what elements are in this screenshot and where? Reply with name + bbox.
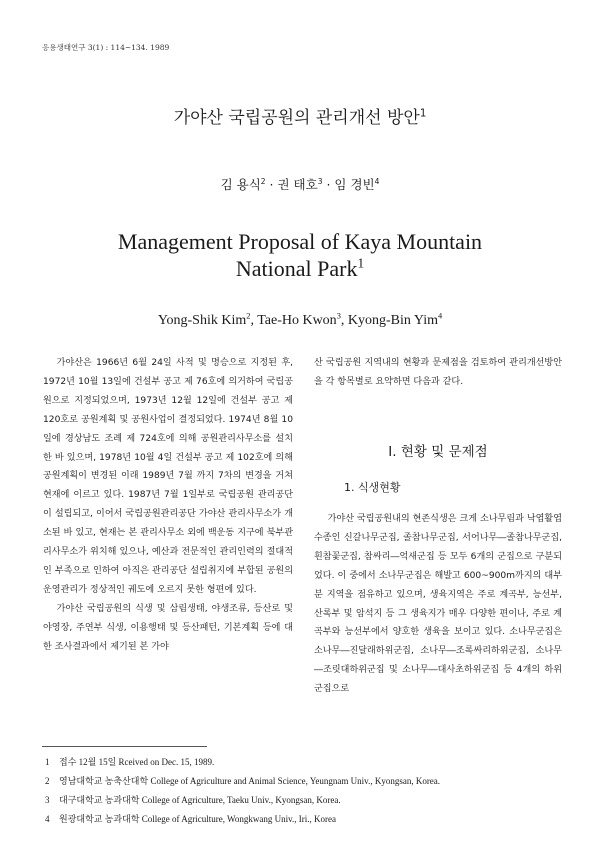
footnote-mark: 3	[336, 311, 341, 321]
author-name: Yong-Shik Kim	[157, 313, 247, 328]
footnote-text: 대구대학교 농과대학 College of Agriculture, Taeku Univ., Kyongsan, Korea.	[59, 795, 341, 805]
author-name: Kyong-Bin Yim	[347, 313, 438, 328]
section-heading: Ⅰ. 현황 및 문제점	[388, 444, 488, 460]
footnote-number: 1	[45, 757, 50, 767]
subsection-heading: 1. 식생현황	[344, 481, 401, 494]
footnote-mark: 2	[260, 176, 266, 186]
footnote-mark: 3	[317, 176, 323, 186]
footnote	[45, 810, 565, 829]
body-paragraph: 가야산 국립공원의 식생 및 삼림생태, 야생조류, 등산로 및 야영장, 주연부 식생, 이용행태 및 등산패턴, 기본계획 등에 대한 조사결과에서 제기된 본 가야	[43, 603, 293, 652]
footnote-mark: 1	[419, 108, 427, 120]
author-name: 김 용식	[220, 177, 261, 192]
footnote	[45, 791, 565, 810]
author-separator: ·	[322, 177, 335, 192]
footnote-text: 영남대학교 농축산대학 College of Agriculture and Animal Science, Yeungnam Univ., Kyongsan, Korea.	[59, 776, 441, 786]
author-name: 임 경빈	[334, 177, 375, 192]
english-title-line-1: Management Proposal of Kaya Mountain	[117, 229, 483, 254]
footnote-mark: 2	[246, 311, 251, 321]
journal-reference: 응용생태연구 3(1) : 114~134. 1989	[42, 43, 170, 52]
footnote-divider	[42, 746, 207, 747]
footnote	[45, 753, 565, 772]
footnote-text: 접수 12월 15일 Rceived on Dec. 15, 1989.	[59, 757, 215, 767]
footnote-mark: 1	[357, 255, 365, 271]
author-separator: ,	[340, 313, 348, 328]
author-separator: ,	[250, 313, 258, 328]
footnote-number: 4	[45, 814, 50, 824]
korean-authors	[0, 175, 600, 193]
footnote-mark: 4	[437, 311, 443, 321]
footnote-number: 2	[45, 776, 50, 786]
korean-title	[0, 103, 600, 128]
footnote-number: 3	[45, 795, 50, 805]
footnote	[45, 772, 565, 791]
author-name: Tae-Ho Kwon	[257, 313, 337, 328]
english-title-line-2	[0, 255, 600, 282]
english-title-line-2-text: National Park	[235, 256, 358, 281]
footnote-text: 원광대학교 농과대학 College of Agriculture, Wongkwang Univ., Iri., Korea	[59, 814, 336, 824]
footnote-mark: 4	[374, 176, 380, 186]
english-title	[0, 228, 600, 282]
right-column-body	[314, 510, 562, 699]
author-name: 권 태호	[277, 177, 318, 192]
footnotes	[45, 753, 565, 829]
right-column-intro	[314, 354, 562, 392]
body-paragraph: 산 국립공원 지역내의 현황과 문제점을 검토하여 관리개선방안을 각 항목별로 요약하면 다음과 같다.	[314, 358, 562, 387]
left-column	[43, 354, 293, 657]
body-paragraph: 가야산 국립공원내의 현존식생은 크게 소나무림과 낙엽활엽수종인 신갈나무군집, 졸참나무군집, 서어나무―졸참나무군집, 흰참꽃군집, 참싸리―억새군집 등 모두 6개의 군집으로 구분되었다. 이 중에서 소나무군집은 해발고 600~900m까지의 대부분 지역을 점유하고 있으며, 생육지역은 주로 계곡부, 능선부, 산록부 및 암석지 등 그 생육지가 매우 다양한 편이나, 주로 계곡부와 능선부에서 양호한 생육을 보이고 있다. 소나무군집은 소나무―진달래하위군집, 소나무―조록싸리하위군집, 소나무―조릿대하위군집 및 소나무―대사초하위군집 등 4개의 하위군집으로	[314, 514, 562, 695]
korean-title-text: 가야산 국립공원의 관리개선 방안	[173, 108, 420, 128]
body-paragraph: 가야산은 1966년 6월 24일 사적 및 명승으로 지정된 후, 1972년 10월 13일에 건설부 공고 제 76호에 의거하여 국립공원으로 지정되었으며, 1973년 12월 12일에 건설부 공고 제 120호로 공원계획 및 공원사업이 결정되었다. 1974년 8월 10일에 경상남도 조례 제 724호에 의해 공원관리사무소를 설치 한 바 있으며, 1978년 10월 4일 건설부 공고 제 102호에 의해 공원계획이 변경된 이래 1989년 7월 까지 7차의 변경을 거쳐 현재에 이르고 있다. 1987년 7월 1일부로 국립공원 관리공단이 설립되고, 이어서 국립공원관리공단 가야산 관리사무소가 개소된 바 있고, 현재는 본 관리사무소 외에 백운동 지구에 북부관리사무소가 위치해 있으나, 예산과 전문적인 관리인력의 절대적인 부족으로 인하여 아직은 관리공단 설립취지에 부합된 공원의 운영관리가 정상적인 궤도에 오르지 못한 형편에 있다.	[43, 358, 293, 595]
english-authors	[0, 313, 600, 329]
author-separator: ·	[265, 177, 278, 192]
